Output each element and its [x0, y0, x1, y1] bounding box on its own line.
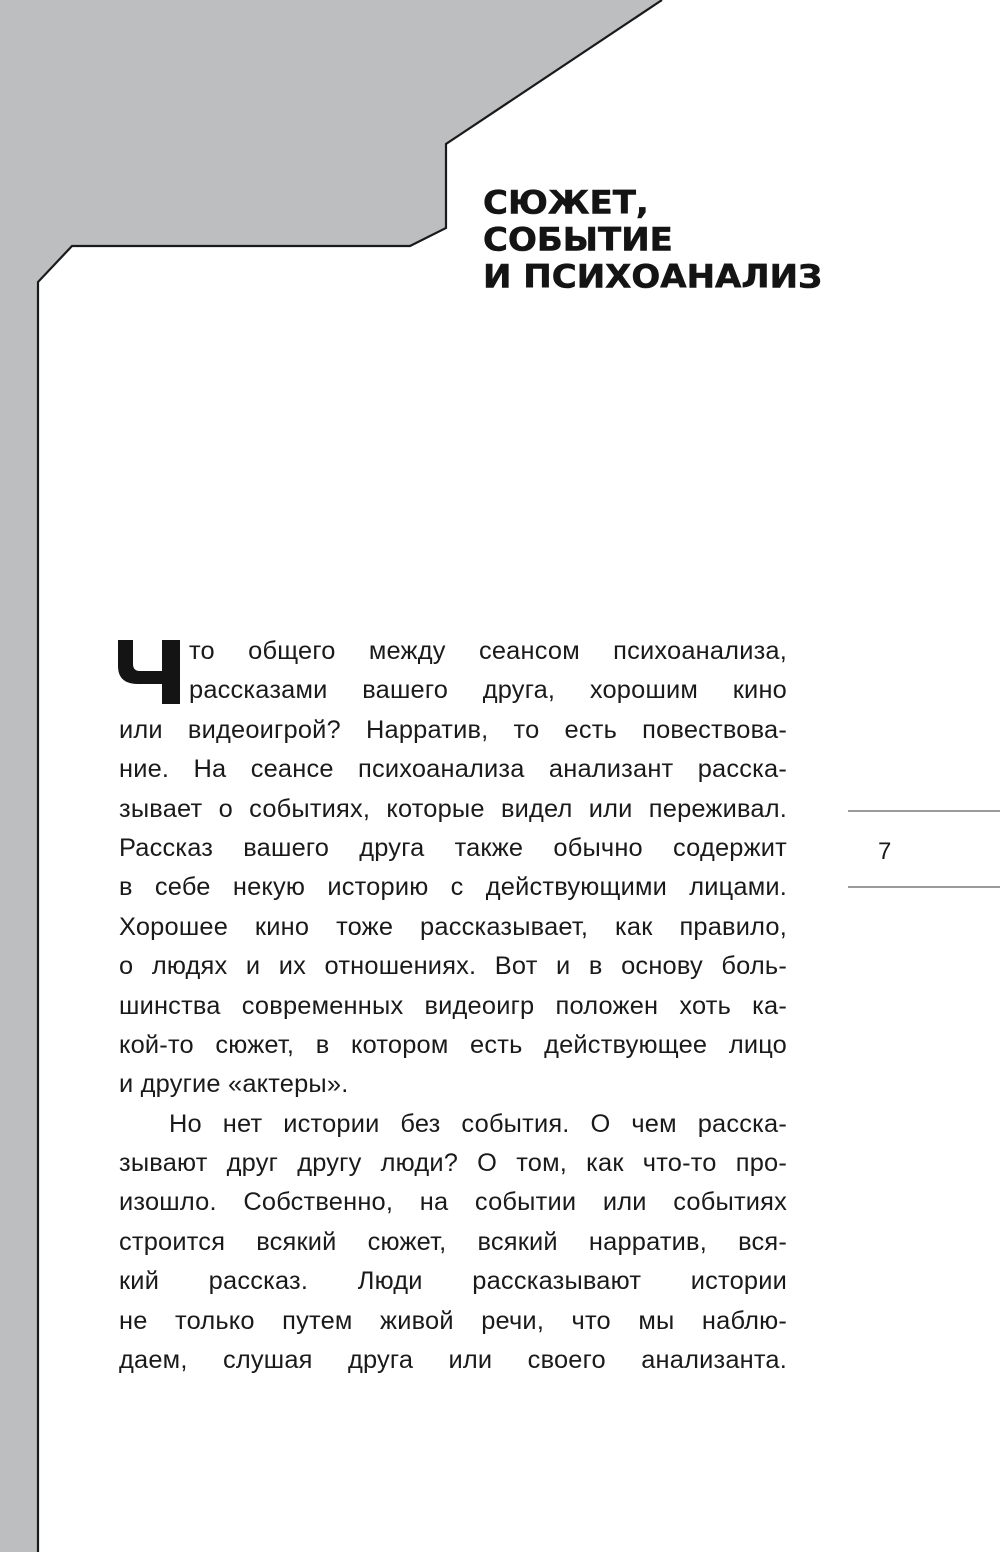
- text-line: Рассказ вашего друга также обычно содержит: [119, 833, 787, 862]
- paragraph-2: [119, 1105, 787, 1381]
- text-line: в себе некую историю с действующими лицами.: [119, 873, 787, 902]
- text-line: и другие «актеры».: [119, 1070, 349, 1099]
- text-line: зывает о событиях, которые видел или переживал.: [119, 794, 787, 823]
- text-line: Но нет истории без события. О чем расска-: [169, 1109, 787, 1138]
- text-line: строится всякий сюжет, всякий нарратив, вся-: [119, 1227, 787, 1256]
- text-line: не только путем живой речи, что мы наблю-: [119, 1306, 787, 1335]
- chapter-title-line: СОБЫТИЕ: [483, 221, 673, 260]
- chapter-title-line: И ПСИХОАНАЛИЗ: [483, 258, 823, 297]
- text-line: кий рассказ. Люди рассказывают истории: [119, 1267, 787, 1296]
- paragraph-1: [119, 632, 787, 1105]
- text-line: кой-то сюжет, в котором есть действующее лицо: [119, 1030, 787, 1059]
- chapter-title-line: СЮЖЕТ,: [483, 184, 649, 223]
- text-line: изошло. Собственно, на событии или событиях: [119, 1188, 787, 1217]
- text-line: ние. На сеансе психоанализа анализант расска-: [119, 755, 787, 784]
- text-line: рассказами вашего друга, хорошим кино: [189, 676, 787, 705]
- page-number: 7: [878, 838, 892, 865]
- text-line: шинства современных видеоигр положен хоть ка-: [119, 991, 787, 1020]
- text-line: или видеоигрой? Нарратив, то есть повествова-: [119, 715, 787, 744]
- text-line: даем, слушая друга или своего анализанта.: [119, 1346, 787, 1375]
- chapter-title: [483, 186, 823, 297]
- text-line: о людях и их отношениях. Вот и в основу боль-: [119, 952, 787, 981]
- page-number-rule-bottom: [848, 886, 1000, 888]
- text-line: Хорошее кино тоже рассказывает, как правило,: [119, 912, 787, 941]
- body-text: [119, 632, 787, 1380]
- text-line: зывают друг другу люди? О том, как что-то про-: [119, 1149, 787, 1178]
- text-line: то общего между сеансом психоанализа,: [189, 637, 787, 665]
- page-number-rule-top: [848, 810, 1000, 812]
